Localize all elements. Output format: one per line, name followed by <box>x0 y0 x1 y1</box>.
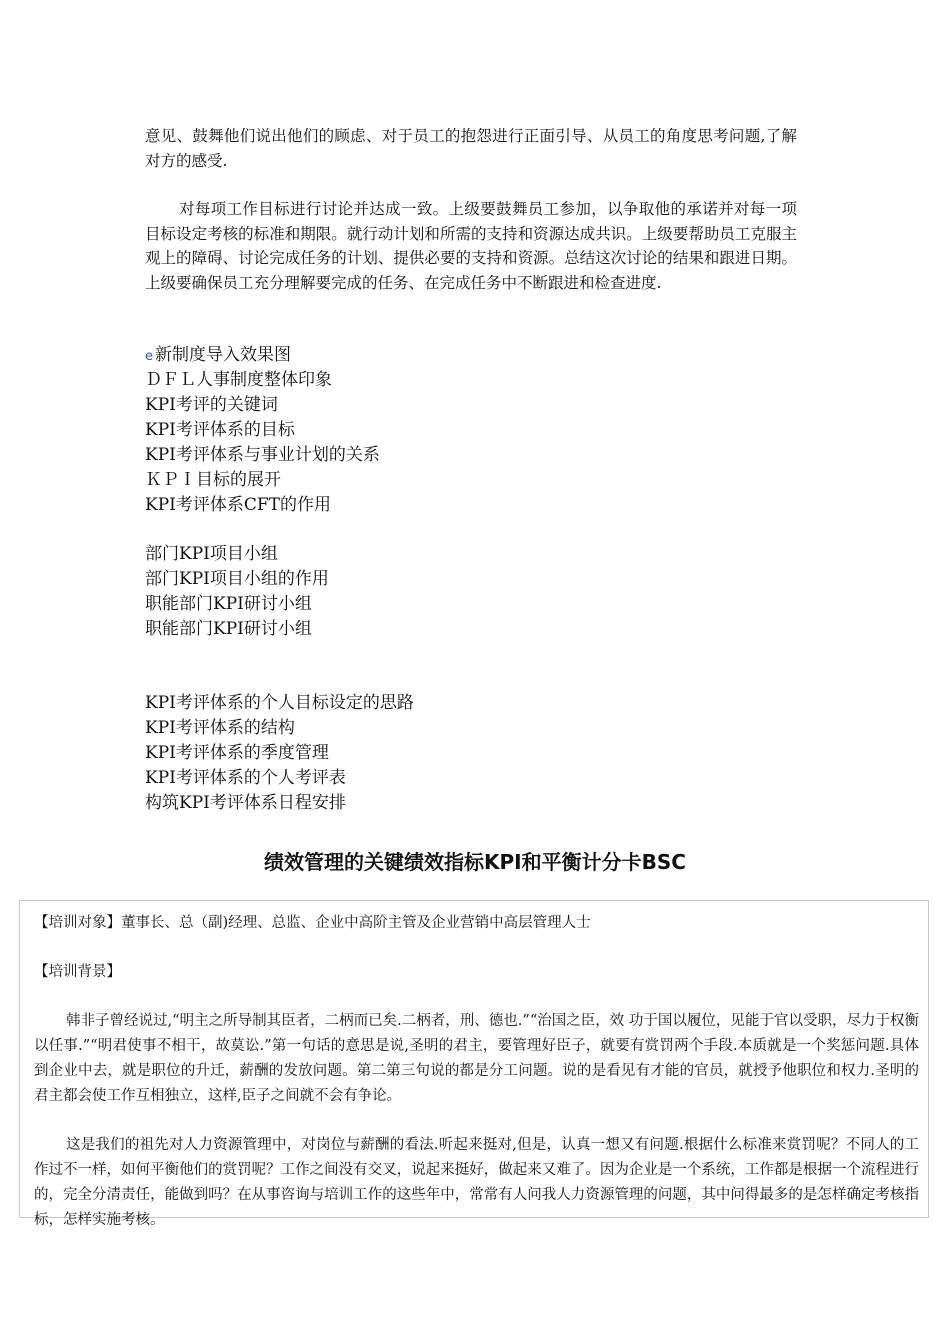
list-item: 职能部门KPI研讨小组 <box>145 619 312 639</box>
section-title: 绩效管理的关键绩效指标KPI和平衡计分卡BSC <box>264 850 686 874</box>
list-item: 构筑KPI考评体系日程安排 <box>145 793 346 813</box>
list-item: 职能部门KPI研讨小组 <box>145 594 312 614</box>
intro-paragraphs <box>145 124 797 295</box>
list-item: KPI考评体系的个人考评表 <box>145 768 346 788</box>
paragraph-goal-discussion: 对每项工作目标进行讨论并达成一致。上级要鼓舞员工参加，以争取他的承诺并对每一项目标设定考核的标准和期限。就行动计划和所需的支持和资源达成共识。上级要帮助员工克服主观上的障碍、讨论完成任务的计划、提供必要的支持和资源。总结这次讨论的结果和跟进日期。上级要确保员工充分理解要完成的任务、在完成任务中不断跟进和检查进度. <box>145 200 797 292</box>
list-item: KPI考评体系CFT的作用 <box>145 495 331 515</box>
training-target: 【培训对象】董事长、总（副)经理、总监、企业中高阶主管及企业营销中高层管理人士 <box>34 915 591 931</box>
list-item: KPI考评体系的结构 <box>145 718 295 738</box>
training-info-box <box>19 900 929 1228</box>
list-group-1 <box>145 343 797 518</box>
list-item: KPI考评体系与事业计划的关系 <box>145 445 380 465</box>
list-item: KPI考评体系的季度管理 <box>145 743 329 763</box>
list-item: KPI考评体系的个人目标设定的思路 <box>145 693 414 713</box>
background-paragraph: 韩非子曾经说过,“明主之所导制其臣者，二柄而已矣.二柄者，刑、德也.”“治国之臣，效 功于国以履位，见能于官以受职，尽力于权衡以任事.”“明君使事不相干，故莫讼.”第一句话的意思是说,圣明的君主，要管理好臣子，就要有赏罚两个手段.本质就是一个奖惩问题.具体到企业中去，就是职位的升迁，薪酬的发放问题。第二第三句说的都是分工问题。说的是看见有才能的官员，就授予他职位和权力.圣明的君主都会使工作互相独立，这样,臣子之间就不会有争论。 <box>34 1013 919 1104</box>
training-background-label: 【培训背景】 <box>34 964 121 980</box>
list-item: KPI考评的关键词 <box>145 395 278 415</box>
background-paragraph: 这是我们的祖先对人力资源管理中，对岗位与薪酬的看法.听起来挺对,但是，认真一想又有问题.根据什么标准来赏罚呢？不同人的工作过不一样，如何平衡他们的赏罚呢？工作之间没有交叉，说起来挺好，做起来又难了。因为企业是一个系统，工作都是根据一个流程进行的，完全分清责任，能做到吗？在从事咨询与培训工作的这些年中，常常有人问我人力资源管理的问题，其中问得最多的是怎样确定考核指标，怎样实施考核。 <box>34 1137 919 1228</box>
list-item: e 新制度导入效果图 <box>145 345 291 365</box>
list-item: ＤＦＬ人事制度整体印象 <box>145 370 332 390</box>
list-item: 部门KPI项目小组的作用 <box>145 569 329 589</box>
list-group-3 <box>145 691 797 816</box>
list-item: KPI考评体系的目标 <box>145 420 295 440</box>
e-icon: e <box>145 349 153 364</box>
paragraph-feedback: 意见、鼓舞他们说出他们的顾虑、对于员工的抱怨进行正面引导、从员工的角度思考问题,了解对方的感受. <box>145 127 797 170</box>
list-item: ＫＰＩ目标的展开 <box>145 470 281 490</box>
list-group-2 <box>145 542 797 642</box>
list-item: 部门KPI项目小组 <box>145 544 278 564</box>
